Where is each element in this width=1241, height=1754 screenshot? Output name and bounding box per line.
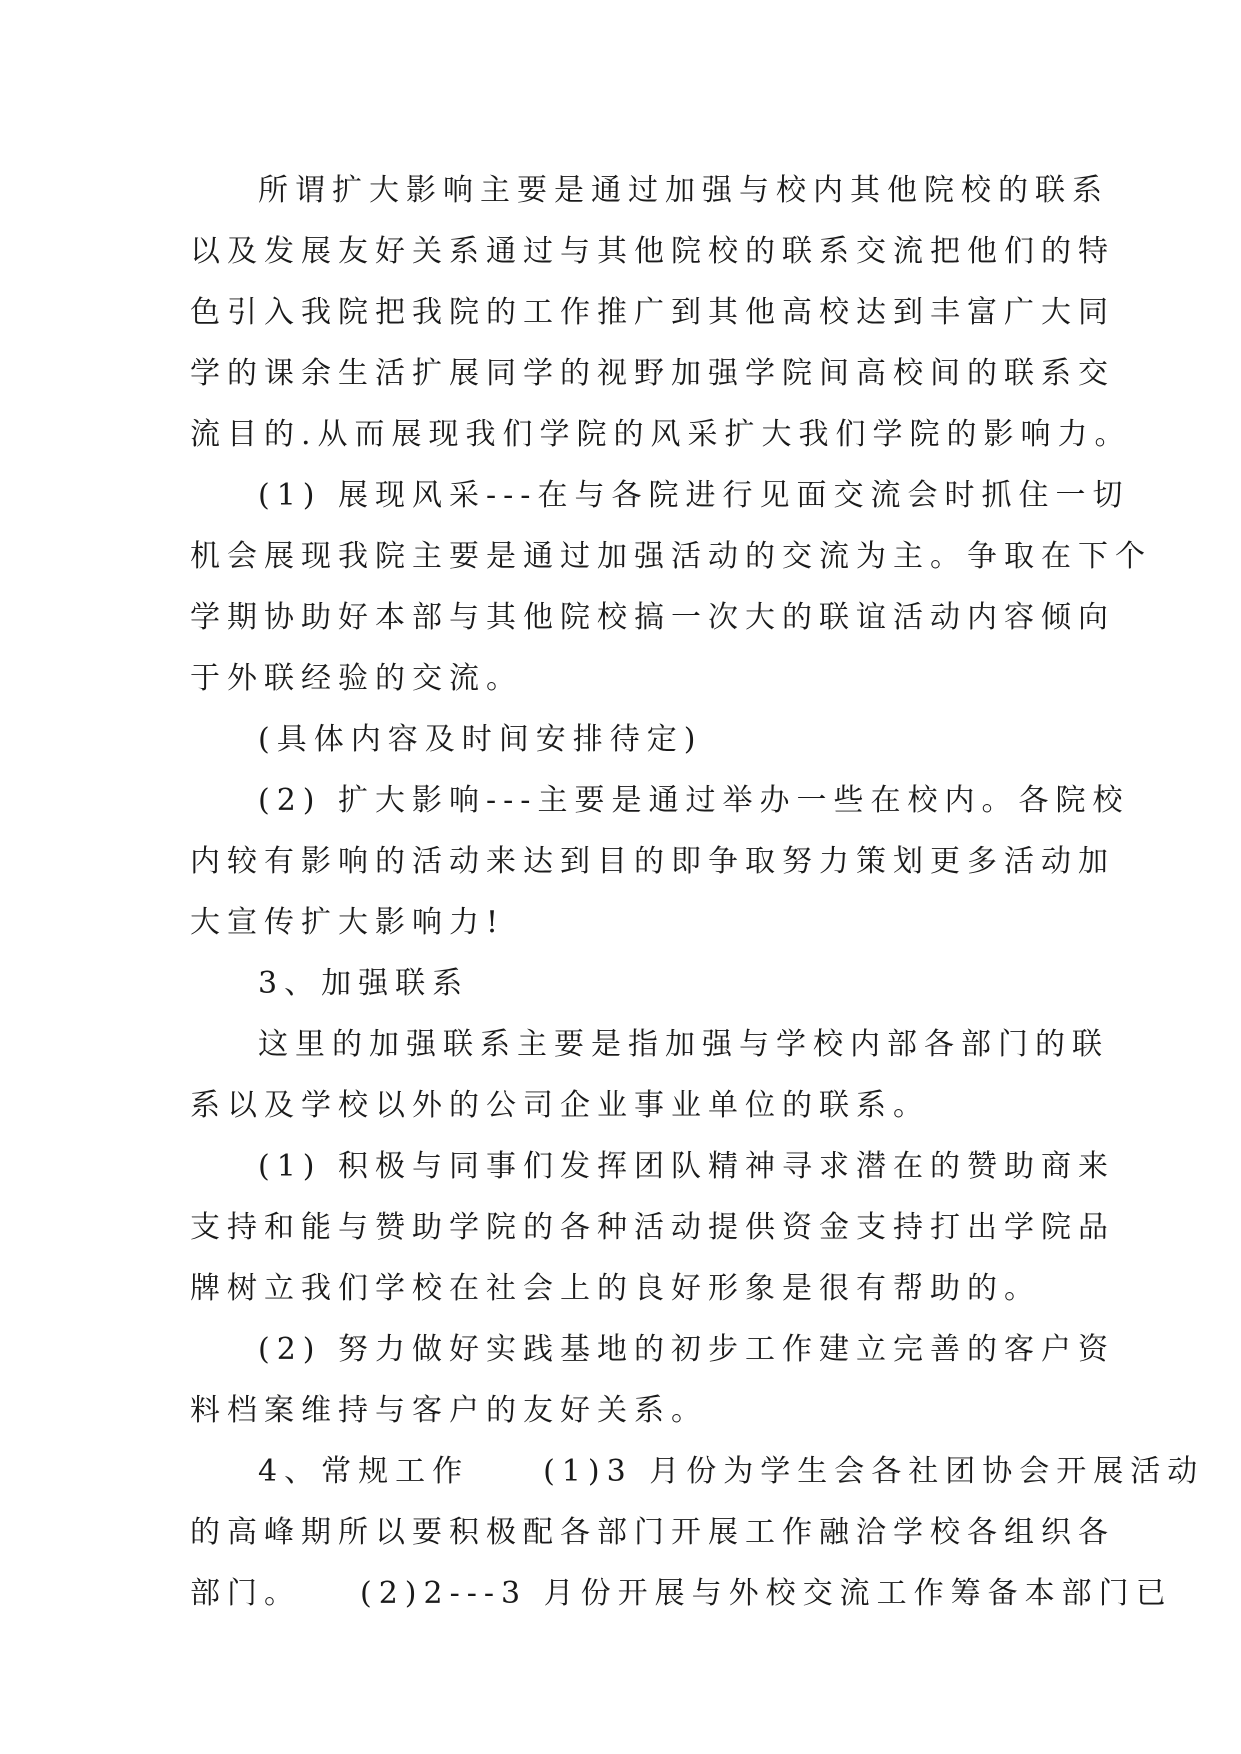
text-line: (1) 展现风采---在与各院进行见面交流会时抓住一切 bbox=[258, 478, 1130, 513]
text-line: 牌树立我们学校在社会上的良好形象是很有帮助的。 bbox=[190, 1271, 1041, 1306]
text-line: 4、常规工作 (1)3 月份为学生会各社团协会开展活动 bbox=[258, 1454, 1205, 1489]
text-line: 流目的.从而展现我们学院的风采扩大我们学院的影响力。 bbox=[190, 417, 1132, 452]
text-line: (1) 积极与同事们发挥团队精神寻求潜在的赞助商来 bbox=[258, 1149, 1116, 1184]
text-line: (具体内容及时间安排待定) bbox=[258, 722, 703, 757]
text-line: 这里的加强联系主要是指加强与学校内部各部门的联 bbox=[258, 1027, 1109, 1062]
text-line: 以及发展友好关系通过与其他院校的联系交流把他们的特 bbox=[190, 234, 1115, 269]
text-line: 部门。 (2)2---3 月份开展与外校交流工作筹备本部门已 bbox=[190, 1576, 1173, 1611]
text-line: 料档案维持与客户的友好关系。 bbox=[190, 1393, 708, 1428]
text-line: 学的课余生活扩展同学的视野加强学院间高校间的联系交 bbox=[190, 356, 1115, 391]
text-line: 色引入我院把我院的工作推广到其他高校达到丰富广大同 bbox=[190, 295, 1115, 330]
text-line: 系以及学校以外的公司企业事业单位的联系。 bbox=[190, 1088, 930, 1123]
text-line: 的高峰期所以要积极配各部门开展工作融洽学校各组织各 bbox=[190, 1515, 1115, 1550]
text-line: 机会展现我院主要是通过加强活动的交流为主。争取在下个 bbox=[190, 539, 1152, 574]
text-line: 3、加强联系 bbox=[258, 966, 470, 1001]
text-line: (2) 努力做好实践基地的初步工作建立完善的客户资 bbox=[258, 1332, 1116, 1367]
document-body bbox=[190, 160, 1205, 1624]
text-line: (2) 扩大影响---主要是通过举办一些在校内。各院校 bbox=[258, 783, 1130, 818]
text-line: 内较有影响的活动来达到目的即争取努力策划更多活动加 bbox=[190, 844, 1115, 879]
text-line: 所谓扩大影响主要是通过加强与校内其他院校的联系 bbox=[258, 173, 1109, 208]
text-line: 支持和能与赞助学院的各种活动提供资金支持打出学院品 bbox=[190, 1210, 1115, 1245]
text-line: 大宣传扩大影响力! bbox=[190, 905, 506, 940]
text-line: 学期协助好本部与其他院校搞一次大的联谊活动内容倾向 bbox=[190, 600, 1115, 635]
text-line: 于外联经验的交流。 bbox=[190, 661, 523, 696]
